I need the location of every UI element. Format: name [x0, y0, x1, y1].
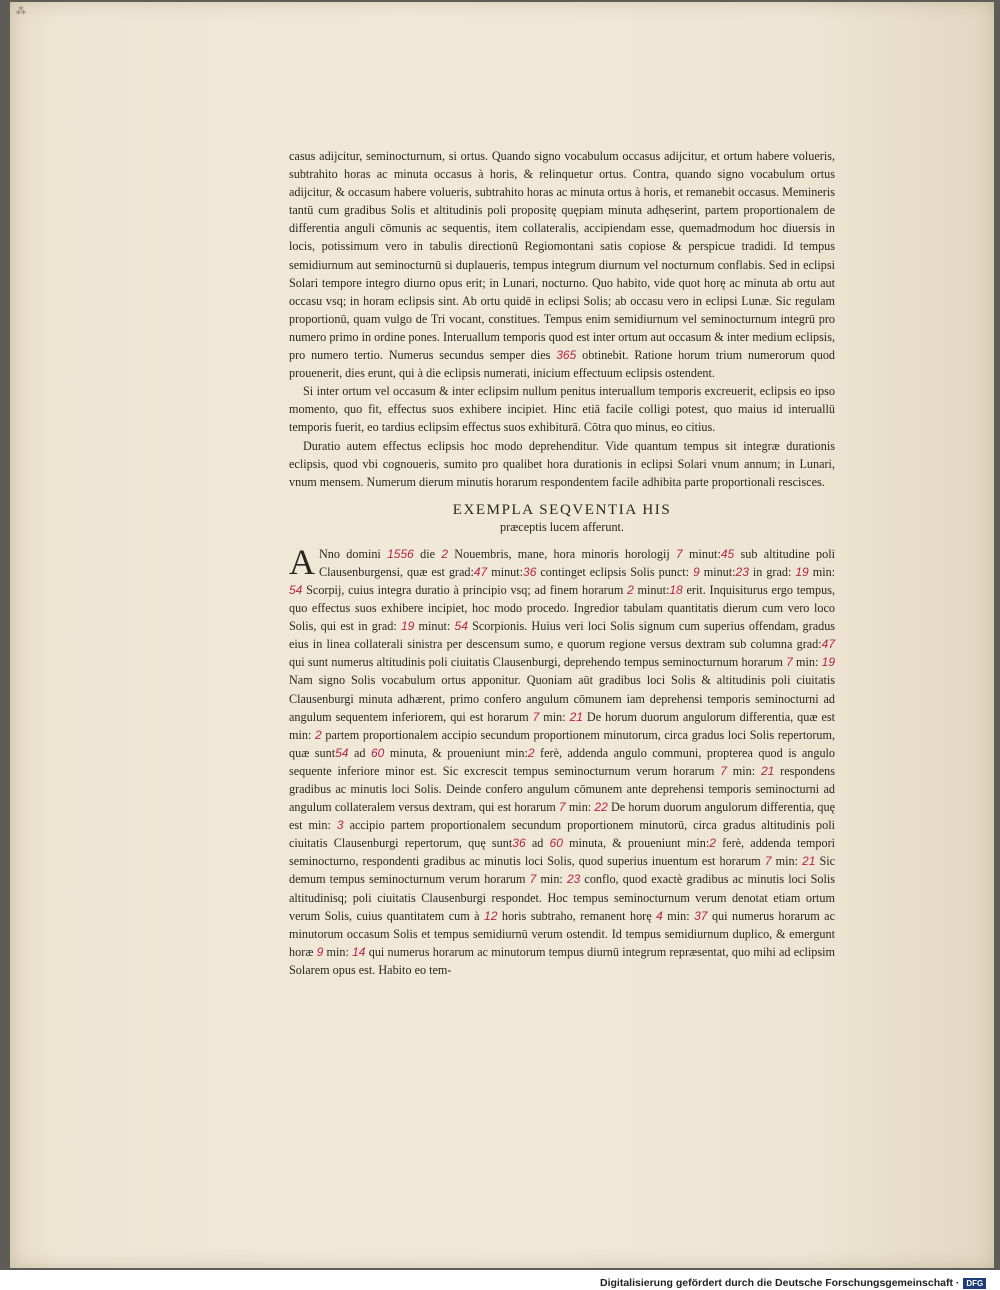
text-block: [289, 147, 835, 979]
dfg-logo: DFG: [963, 1278, 986, 1289]
paragraph-3: Duratio autem effectus eclipsis hoc modo deprehenditur. Vide quantum tempus sit integræ durationis eclipsis, quod vbi cognoueris, sumito pro qualibet hora durationis in eclipsi Solari vnum annum; in Lunari, vnum mensem. Numerum dierum minutis horarum respondentem facile adhibita parte proportionali rescisces.: [289, 438, 835, 489]
digitization-footer: [600, 1276, 996, 1290]
paragraph-2: Si inter ortum vel occasum & inter eclipsim nullum penitus interuallum temporis excreuerit, eclipsis eo ipso momento, quo fit, effectus suos exhibere incipiet. Hinc etiā facile colligi potest, quo maius id interuallū temporis fuerit, eo tardius eclipsim effectus suos exhibiturā. Cōtra quo minus, eo citius.: [289, 384, 835, 435]
section-heading: EXEMPLA SEQVENTIA HIS: [452, 501, 672, 518]
section-subheading: præceptis lucem afferunt.: [500, 519, 624, 534]
paragraph-1: casus adijcitur, seminocturnum, si ortus. Quando signo vocabulum occasus adijcitur, et ortum habere volueris, subtrahito horas ac minuta occasus à horis, & relinquetur ortus. Contra, quando signo vocabulum ortus adijcitur, & occasum habere volueris, subtrahito horas ac minuta ortus à horis, et remanebit occasus. Memineris tantū cum gradibus Solis et altitudinis poli propositę quępiam minuta adhęserint, partem proportionalem de differentia anguli cōmunis ac sequentis, item collateralis, accipiendam esse, quemadmodum hoc diuersis in locis, potissimum vero in tabulis directionū Regiomontani satis copiose & perspicue tradidi. Id tempus semidiurnum aut seminocturnū si duplaueris, tempus integrum diurnum vel nocturnum conflabis. Sed in eclipsi Solari tempore integro diurno opus erit; in Lunari, nocturno. Quo habito, vide quot horę ac minuta ab ortu aut occasu vsq; in horam eclipsis sint. Ab ortu quidē in eclipsi Solis; ab occasu vero in eclipsi Lunæ. Sic regulam proportionū, quam vulgo de Tri vocant, constitues. Tempus enim semidiurnum vel seminocturnum integrū pro numero primo in ordine pones. Interuallum temporis quod est inter ortum aut occasum & inter medium eclipsis, pro numero tertio. Numerus secundus semper dies 365 obtinebit. Ratione horum trium numerorum quod prouenerit, dies erunt, qui à die eclipsis numerati, inicium effectuum eclipsis ostendent.: [289, 149, 836, 381]
footer-text: Digitalisierung gefördert durch die Deutsche Forschungsgemeinschaft ·: [600, 1277, 960, 1289]
example-paragraph: A Nno domini 1556 die 2 Nouembris, mane, hora minoris horologij 7 minut:45 sub altitudine poli Clausenburgensi, quæ est grad:47 minut:36 continget eclipsis Solis punct: 9 minut:23 in grad: 19 min: 54 Scorpij, cuius integra duratio à principio vsq; ad finem horarum 2 minut:18 erit. Inquisiturus ergo tempus, quo effectus suos exhibere incipiet, hoc modo procedo. Ingredior tabulam quantitatis dierum cum vero loco Solis, qui est in grad: 19 minut: 54 Scorpionis. Huius veri loci Solis signum cum superius offendam, gradus eius in linea collaterali sinistra per descensum sumo, e quorum regione versus dextram sub columna grad:47 qui sunt numerus altitudinis poli ciuitatis Clausenburgi, deprehendo tempus seminocturnum horarum 7 min: 19 Nam signo Solis vocabulum ortus apponitur. Quoniam aūt gradibus loci Solis & altitudinis poli ciuitatis Clausenburgi minuta adhærent, primo confero angulum cōmunem iam deprehensi temporis seminocturni ad angulum sequentem inferiorem, qui est horarum 7 min: 21 De horum duorum angulorum differentia, quæ est min: 2 partem proportionalem accipio secundum proportionem minutorum, circa gradus loci Solis repertorum, quæ sunt54 ad 60 minuta, & proueniunt min:2 ferè, addenda angulo communi, propterea quod is angulo sequente inferiore minor est. Sic excrescit tempus seminocturnum verum horarum 7 min: 21 respondens gradibus ac minutis loci Solis. Deinde confero angulum cōmunem ante deprehensi temporis seminocturni ad angulum collateralem versus dextram, qui est horarum 7 min: 22 De horum duorum angulorum differentia, quę est min: 3 accipio partem proportionalem secundum proportionem minutorū, circa gradus altitudinis poli ciuitatis Clausenburgi repertorum, quę sunt36 ad 60 minuta, & proueniunt min:2 ferè, addenda tempori seminocturno, respondenti gradibus ac minutis loci Solis, quod superius inuentum est horarum 7 min: 21 Sic demum tempus seminocturnum verum horarum 7 min: 23 conflo, quod exactè gradibus ac minutis loci Solis altitudinisq; poli ciuitatis Clausenburgi respondet. Hoc tempus seminocturnum verum denotat etiam ortum verum Solis, cuius quantitatem cum à 12 horis subtraho, remanent horę 4 min: 37 qui numerus horarum ac minutorum occasum Solis et tempus semidiurnū verum ostendit. Id tempus semidiurnum duplico, & emergunt horæ 9 min: 14 qui numerus horarum ac minutorum tempus diurnū integrum repræsentat, quo mihi ad eclipsim Solarem opus est. Habito eo tem-: [289, 541, 836, 977]
corner-mark: ⁂: [16, 6, 26, 17]
drop-cap: A: [289, 541, 315, 582]
